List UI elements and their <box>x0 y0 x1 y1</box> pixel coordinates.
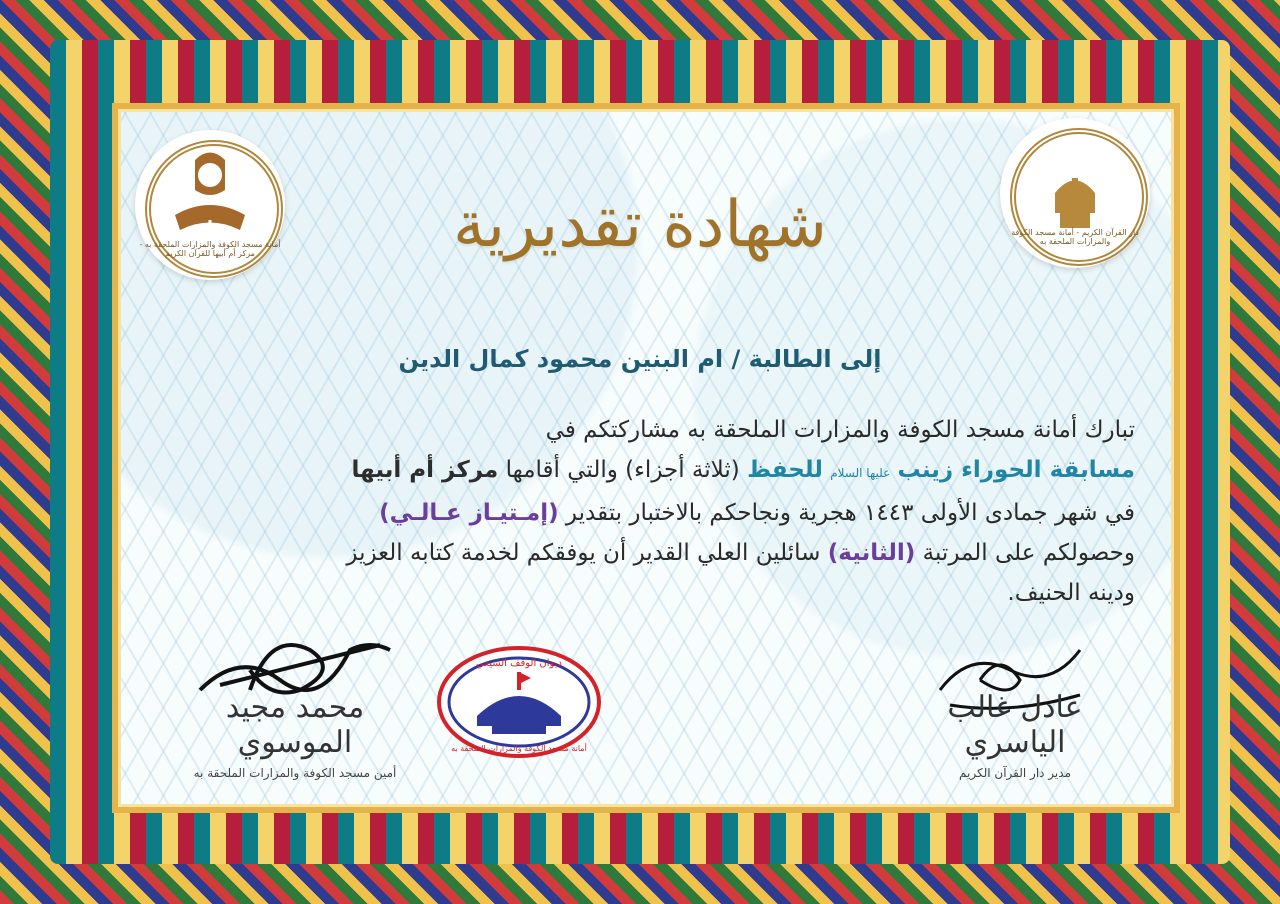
recipient-name: إلى الطالبة / ام البنين محمود كمال الدين <box>398 345 882 373</box>
logo-right-caption: دار القرآن الكريم - أمانة مسجد الكوفة والمزارات الملحقة به <box>1011 228 1139 246</box>
logo-left-caption: أمانة مسجد الكوفة والمزارات الملحقة به - مركز أم أبيها للقرآن الكريم <box>139 240 281 258</box>
body-line: وحصولكم على المرتبة (الثانية) سائلين العلي القدير أن يوفقكم لخدمة كتابه العزيز <box>346 540 1135 566</box>
logo-center <box>135 130 285 280</box>
body-line: ودينه الحنيف. <box>1007 580 1135 606</box>
logo-dar-quran <box>1000 118 1150 268</box>
honorific: عليها السلام <box>830 466 891 480</box>
body-line: تبارك أمانة مسجد الكوفة والمزارات الملحقة به مشاركتكم في <box>545 417 1135 443</box>
certificate-title: شهادة تقديرية <box>452 188 828 262</box>
stamp-top-text: ديوان الوقف الشيعي <box>476 658 562 669</box>
signature-title: أمين مسجد الكوفة والمزارات الملحقة به <box>193 766 397 780</box>
signature-right <box>930 630 1100 780</box>
official-stamp <box>437 646 601 758</box>
signature-title: مدير دار القرآن الكريم <box>959 766 1071 780</box>
certificate-body <box>145 410 1135 613</box>
signature-name: محمد مجيد الموسوي <box>225 690 365 760</box>
body-line: مسابقة الحوراء زينب عليها السلام للحفظ (ثلاثة أجزاء) والتي أقامها مركز أم أبيها <box>351 457 1135 483</box>
signature-name: عادل غالب الياسري <box>947 690 1083 760</box>
body-line: في شهر جمادى الأولى ١٤٤٣ هجرية ونجاحكم بالاختبار بتقدير (إمـتيـاز عـالـي) <box>379 500 1135 526</box>
stamp-bottom-text: أمانة مسجد الكوفة والمزارات الملحقة به <box>451 744 587 753</box>
signature-left <box>180 600 410 780</box>
